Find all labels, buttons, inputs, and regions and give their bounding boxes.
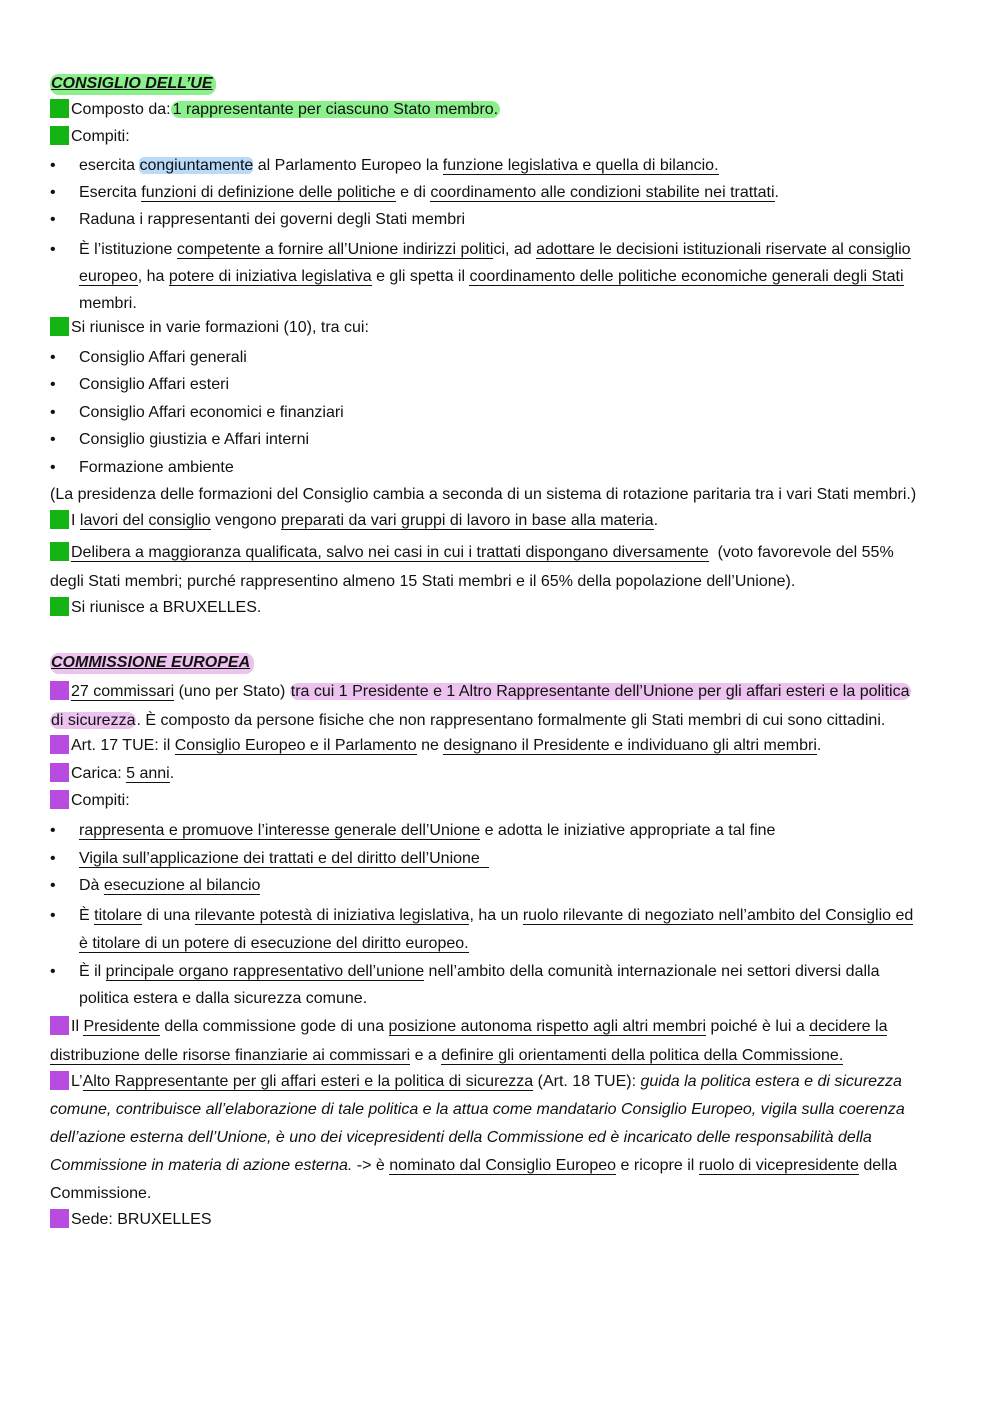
commission-art17: Art. 17 TUE: il Consiglio Europeo e il Parlamento ne designano il Presidente e individuano gli altri membri. bbox=[50, 735, 950, 757]
list-item: • È il principale organo rappresentativo dell’unione nell’ambito della comunità internazionale nei settori diversi dalla politica estera e dalla sicurezza comune. bbox=[50, 958, 950, 1012]
commission-seat: Sede: BRUXELLES bbox=[50, 1209, 950, 1231]
list-item: • Formazione ambiente bbox=[50, 457, 950, 479]
purple-square-marker-icon bbox=[50, 1209, 69, 1228]
list-item: • Dà esecuzione al bilancio bbox=[50, 875, 950, 897]
list-item: • Esercita funzioni di definizione delle politiche e di coordinamento alle condizioni stabilite nei trattati. bbox=[50, 182, 950, 204]
commission-tasks-label: Compiti: bbox=[50, 790, 950, 812]
purple-square-marker-icon bbox=[50, 735, 69, 754]
commission-composition: 27 commissari (uno per Stato) tra cui 1 Presidente e 1 Altro Rappresentante dell’Unione per gli affari esteri e la politica di sicurezza. È composto da persone fisiche che non rappresentano formalmente gli Stati membri di cui sono cittadini. bbox=[51, 683, 910, 729]
green-square-marker-icon bbox=[50, 510, 69, 529]
list-item: • Consiglio Affari esteri bbox=[50, 374, 950, 396]
purple-square-marker-icon bbox=[50, 1016, 69, 1035]
council-seat: Si riunisce a BRUXELLES. bbox=[50, 597, 950, 619]
list-item: • Consiglio Affari generali bbox=[50, 347, 950, 369]
section-title-council: CONSIGLIO DELL’UE bbox=[50, 74, 216, 95]
green-square-marker-icon bbox=[50, 542, 69, 561]
purple-square-marker-icon bbox=[50, 1071, 69, 1090]
list-item: • È l’istituzione competente a fornire all’Unione indirizzi politici, ad adottare le decisioni istituzionali riservate al consiglio europeo, ha potere di iniziativa legislativa e gli spetta il coordinamento delle politiche economiche generali degli Stati membri. bbox=[50, 236, 950, 317]
council-formations-label: Si riunisce in varie formazioni (10), tra cui: bbox=[50, 317, 950, 339]
commission-high-representative: L’Alto Rappresentante per gli affari esteri e la politica di sicurezza (Art. 18 TUE): guida la politica estera e di sicurezza comune, contribuisce all’elaborazione di tale politica e la attua come mandatario Consiglio Europeo, vigila sulla coerenza dell’azione esterna dell’Unione, è uno dei vicepresidenti della Commissione ed è incaricato delle responsabilità della Commissione in materia di azione esterna. -> è nominato dal Consiglio Europeo e ricopre il ruolo di vicepresidente della Commissione. bbox=[50, 1073, 905, 1202]
council-works: I lavori del consiglio vengono preparati da vari gruppi di lavoro in base alla materia. bbox=[50, 510, 950, 532]
green-square-marker-icon bbox=[50, 317, 69, 336]
list-item: • Consiglio Affari economici e finanziari bbox=[50, 402, 950, 424]
council-tasks-label: Compiti: bbox=[50, 126, 950, 148]
section-title-commission: COMMISSIONE EUROPEA bbox=[50, 653, 254, 674]
list-item: • È titolare di una rilevante potestà di iniziativa legislativa, ha un ruolo rilevante di negoziato nell’ambito del Consiglio ed è titolare di un potere di esecuzione del diritto europeo. bbox=[50, 902, 950, 958]
document-page bbox=[50, 74, 950, 1231]
green-square-marker-icon bbox=[50, 597, 69, 616]
purple-square-marker-icon bbox=[50, 763, 69, 782]
commission-president: Il Presidente della commissione gode di una posizione autonoma rispetto agli altri membri poiché è lui a decidere la distribuzione delle risorse finanziarie ai commissari e a definire gli orientamenti della politica della Commissione. bbox=[50, 1018, 888, 1064]
commission-term: Carica: 5 anni. bbox=[50, 763, 950, 785]
list-item: • Consiglio giustizia e Affari interni bbox=[50, 429, 950, 451]
list-item: • Vigila sull’applicazione dei trattati e del diritto dell’Unione bbox=[50, 848, 950, 870]
list-item: • rappresenta e promuove l’interesse generale dell’Unione e adotta le iniziative appropriate a tal fine bbox=[50, 820, 950, 842]
purple-square-marker-icon bbox=[50, 681, 69, 700]
council-vote: Delibera a maggioranza qualificata, salvo nei casi in cui i trattati dispongano diversamente (voto favorevole del 55% degli Stati membri; purché rappresentino almeno 15 Stati membri e il 65% della popolazione dell’Unione). bbox=[50, 544, 894, 590]
green-square-marker-icon bbox=[50, 99, 69, 118]
green-square-marker-icon bbox=[50, 126, 69, 145]
list-item: • esercita congiuntamente al Parlamento Europeo la funzione legislativa e quella di bilancio. bbox=[50, 155, 950, 177]
list-item: • Raduna i rappresentanti dei governi degli Stati membri bbox=[50, 209, 950, 231]
council-composition: Composto da: 1 rappresentante per ciascuno Stato membro. bbox=[50, 99, 950, 121]
presidency-note: (La presidenza delle formazioni del Consiglio cambia a seconda di un sistema di rotazione paritaria tra i vari Stati membri.) bbox=[50, 486, 917, 503]
purple-square-marker-icon bbox=[50, 790, 69, 809]
